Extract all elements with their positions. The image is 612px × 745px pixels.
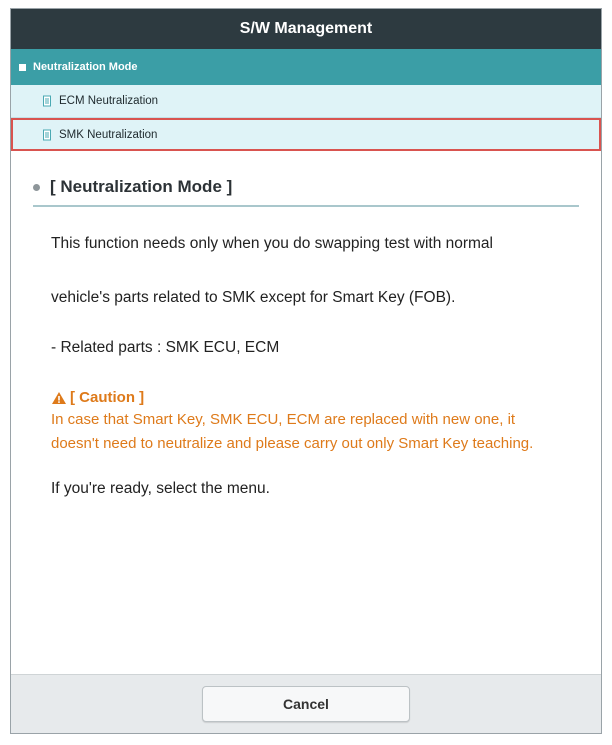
- description-line-1: This function needs only when you do swapping test with normal: [51, 235, 493, 252]
- menu-header-label: Neutralization Mode: [33, 61, 138, 73]
- section-title: [33, 159, 579, 207]
- menu-item-ecm-neutralization[interactable]: [11, 85, 601, 118]
- description-panel: [11, 159, 601, 498]
- bullet-icon: [33, 184, 40, 191]
- window-title: S/W Management: [11, 9, 601, 49]
- ready-instruction: If you're ready, select the menu.: [51, 480, 270, 497]
- menu-item-smk-neutralization[interactable]: [11, 118, 601, 151]
- caution-title-text: [ Caution ]: [70, 389, 145, 406]
- caution-text: In case that Smart Key, SMK ECU, ECM are replaced with new one, it doesn't need to neutralize and please carry out only Smart Key teaching.: [51, 411, 534, 452]
- square-icon: [19, 64, 26, 71]
- document-icon: [41, 129, 53, 141]
- cancel-button[interactable]: Cancel: [202, 686, 410, 722]
- related-parts: - Related parts : SMK ECU, ECM: [51, 339, 280, 356]
- section-title-text: [ Neutralization Mode ]: [50, 177, 233, 196]
- warning-icon: [51, 391, 67, 405]
- dialog-footer: [11, 674, 601, 733]
- menu-header: [11, 49, 601, 85]
- description-line-2: vehicle's parts related to SMK except for Smart Key (FOB).: [51, 289, 456, 306]
- sw-management-window: [10, 8, 602, 734]
- caution-block: [33, 389, 579, 456]
- menu-item-label: SMK Neutralization: [59, 128, 158, 141]
- document-icon: [41, 95, 53, 107]
- caution-title: [51, 389, 579, 406]
- menu-item-label: ECM Neutralization: [59, 95, 159, 107]
